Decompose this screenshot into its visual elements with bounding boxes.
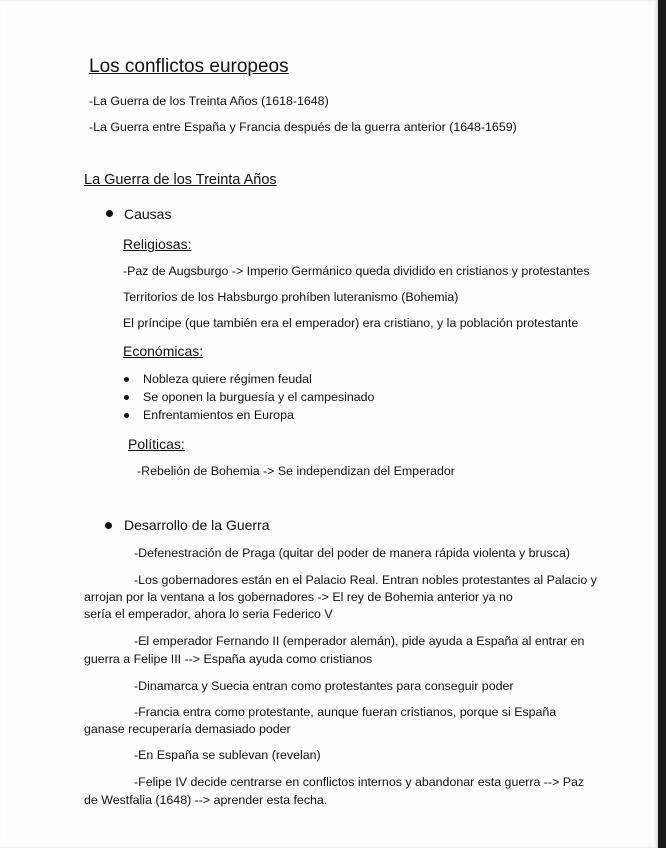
bullet-economicas-2: [124, 395, 129, 400]
economicas-item-1: Nobleza quiere régimen feudal: [143, 372, 312, 386]
desarrollo-line-10: -En España se sublevan (revelan): [134, 748, 321, 762]
desarrollo-line-11: -Felipe IV decide centrarse en conflictos internos y abandonar esta guerra --> Paz: [134, 775, 585, 789]
economicas-heading: Económicas:: [123, 343, 204, 359]
desarrollo-line-4: sería el emperador, ahora lo seria Federico V: [84, 607, 333, 621]
intro-line-1: -La Guerra de los Treinta Años (1618-1648): [89, 94, 329, 108]
religiosas-line-3: El príncipe (que también era el emperador) era cristiano, y la población protestante: [123, 316, 579, 330]
desarrollo-line-5: -El emperador Fernando II (emperador alemán), pide ayuda a España al entrar en: [134, 634, 585, 648]
religiosas-line-2: Territorios de los Habsburgo prohíben luteranismo (Bohemia): [123, 290, 459, 304]
desarrollo-line-8: -Francia entra como protestante, aunque fueran cristianos, porque si España: [134, 705, 557, 719]
desarrollo-line-2: -Los gobernadores están en el Palacio Real. Entran nobles protestantes al Palacio y: [134, 573, 597, 587]
desarrollo-line-3: arrojan por la ventana a los gobernadores -> El rey de Bohemia anterior ya no: [84, 590, 513, 604]
economicas-item-3: Enfrentamientos en Europa: [143, 408, 294, 422]
bullet-causas: [106, 210, 113, 217]
bullet-economicas-3: [124, 413, 129, 418]
desarrollo-line-9: ganase recuperaría demasiado poder: [84, 722, 291, 736]
desarrollo-line-6: guerra a Felipe III --> España ayuda como cristianos: [84, 652, 373, 666]
economicas-item-2: Se oponen la burguesía y el campesinado: [143, 390, 375, 404]
section-heading: La Guerra de los Treinta Años: [84, 172, 277, 188]
desarrollo-line-12: de Westfalia (1648) --> aprender esta fecha.: [84, 793, 328, 807]
bullet-economicas-1: [124, 377, 129, 382]
politicas-heading: Políticas:: [128, 436, 185, 452]
causas-label: Causas: [124, 206, 172, 222]
bullet-desarrollo: [105, 522, 112, 529]
desarrollo-label: Desarrollo de la Guerra: [124, 517, 270, 533]
religiosas-heading: Religiosas:: [123, 236, 192, 252]
desarrollo-line-7: -Dinamarca y Suecia entran como protestantes para conseguir poder: [134, 679, 514, 693]
intro-line-2: -La Guerra entre España y Francia después de la guerra anterior (1648-1659): [89, 120, 517, 134]
religiosas-line-1: -Paz de Augsburgo -> Imperio Germánico queda dividido en cristianos y protestantes: [123, 264, 590, 278]
desarrollo-line-1: -Defenestración de Praga (quitar del poder de manera rápida violenta y brusca): [134, 546, 570, 560]
politicas-line-1: -Rebelión de Bohemia -> Se independizan del Emperador: [137, 464, 455, 478]
page-title: Los conflictos europeos: [89, 56, 289, 77]
